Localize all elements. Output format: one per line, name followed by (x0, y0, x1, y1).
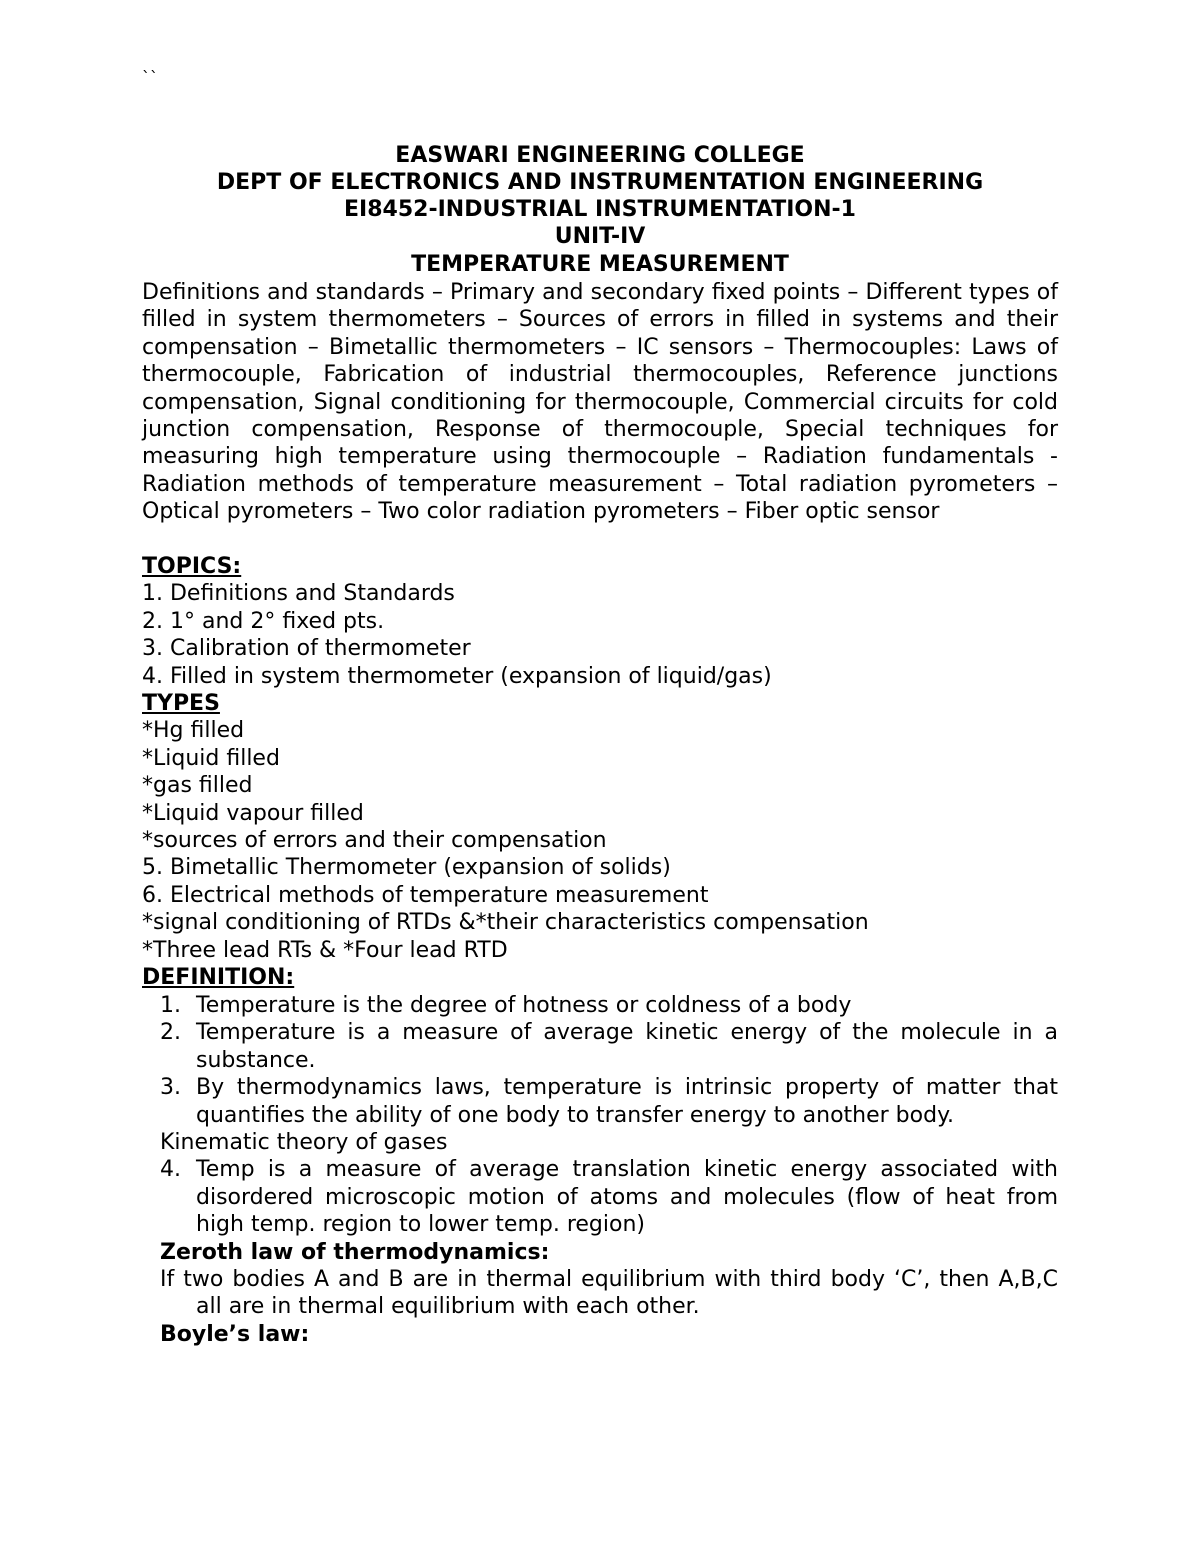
course-title: EI8452-INDUSTRIAL INSTRUMENTATION-1 (344, 197, 856, 222)
list-text: Temperature is the degree of hotness or coldness of a body (196, 993, 852, 1018)
list-text: Temperature is a measure of average kinetic energy of the molecule in a substance. (196, 1020, 1058, 1073)
college-name: EASWARI ENGINEERING COLLEGE (395, 143, 805, 168)
topics-section (142, 553, 1058, 992)
list-number: 2. (160, 1020, 181, 1046)
topic-item: 2. 1° and 2° fixed pts. (142, 608, 385, 634)
type-item: *Liquid filled (142, 745, 280, 771)
list-item (160, 992, 1058, 1019)
topic-item: 3. Calibration of thermometer (142, 636, 471, 662)
definition-list (160, 992, 1058, 1348)
type-item: *signal conditioning of RTDs &*their characteristics compensation (142, 910, 869, 936)
type-item: *Liquid vapour filled (142, 800, 364, 826)
list-item (160, 1019, 1058, 1074)
list-text: By thermodynamics laws, temperature is intrinsic property of matter that quantifies the ability of one body to transfer energy to another body. (196, 1075, 1058, 1128)
type-item: 6. Electrical methods of temperature measurement (142, 882, 709, 908)
type-item: *Hg filled (142, 718, 245, 744)
syllabus-paragraph: Definitions and standards – Primary and secondary fixed points – Different types of filled in system thermometers – Sources of errors in filled in systems and their compensation – Bimetallic thermometers – IC sensors – Thermocouples: Laws of thermocouple, Fabrication of industrial thermocouples, Reference junctions compensation, Signal conditioning for thermocouple, Commercial circuits for cold junction compensation, Response of thermocouple, Special techniques for measuring high temperature using thermocouple – Radiation fundamentals - Radiation methods of temperature measurement – Total radiation pyrometers – Optical pyrometers – Two color radiation pyrometers – Fiber optic sensor (142, 280, 1058, 525)
unit-label: UNIT-IV (554, 224, 646, 249)
topics-heading: TOPICS: (142, 554, 242, 579)
list-number: 4. (160, 1157, 181, 1183)
header-mark: `` (142, 68, 158, 87)
list-text: Temp is a measure of average translation kinetic energy associated with disordered microscopic motion of atoms and molecules (flow of heat from high temp. region to lower temp. region) (196, 1157, 1058, 1238)
type-item: *Three lead RTs & *Four lead RTD (142, 937, 508, 963)
list-item (160, 1074, 1058, 1129)
department-name: DEPT OF ELECTRONICS AND INSTRUMENTATION ENGINEERING (216, 170, 984, 195)
topic-title: TEMPERATURE MEASUREMENT (411, 252, 789, 277)
type-item: *sources of errors and their compensation (142, 828, 607, 854)
boyles-law-heading: Boyle’s law: (160, 1321, 310, 1347)
zeroth-law-heading: Zeroth law of thermodynamics: (160, 1239, 550, 1265)
list-number: 3. (160, 1075, 181, 1101)
list-number: 1. (160, 993, 181, 1018)
kinematic-label: Kinematic theory of gases (160, 1130, 448, 1156)
list-item (160, 1156, 1058, 1238)
type-item: 5. Bimetallic Thermometer (expansion of solids) (142, 855, 671, 881)
definition-heading: DEFINITION: (142, 965, 295, 991)
type-item: *gas filled (142, 773, 253, 799)
topic-item: 4. Filled in system thermometer (expansion of liquid/gas) (142, 663, 772, 689)
types-heading: TYPES (142, 691, 220, 717)
topic-item: 1. Definitions and Standards (142, 581, 455, 607)
zeroth-law-text: If two bodies A and B are in thermal equilibrium with third body ‘C’, then A,B,C all are in thermal equilibrium with each other. (160, 1267, 1058, 1320)
